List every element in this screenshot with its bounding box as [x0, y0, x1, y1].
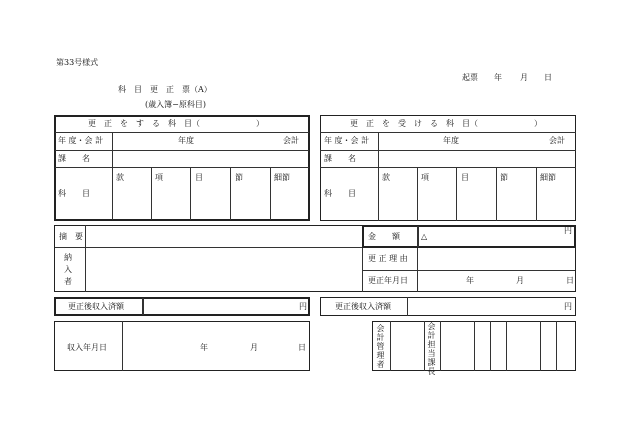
target-subject-label: 科 目 — [324, 189, 356, 198]
target-year-label: 年 度・会 計 — [324, 136, 370, 145]
source-nendo-label: 年度 — [178, 136, 194, 145]
stamp-label-accounting-manager: 会計管理者 — [376, 324, 385, 369]
source-year-label: 年 度・会 計 — [58, 136, 104, 145]
receipt-date-label: 収入年月日 — [67, 343, 107, 352]
target-col-setsu: 節 — [500, 173, 508, 182]
source-kaikei-label: 会計 — [283, 136, 299, 145]
amount-unit: 円 — [564, 226, 572, 235]
amount-sign: △ — [421, 232, 428, 241]
source-col-saisetsu: 細節 — [274, 173, 290, 182]
source-col-setsu: 節 — [235, 173, 243, 182]
source-col-moku: 目 — [195, 173, 203, 182]
form-subtitle: (歳入簿−原科目) — [145, 100, 206, 109]
issue-date-month: 月 — [520, 73, 528, 82]
target-dept-label: 課 名 — [324, 154, 356, 163]
source-received-unit: 円 — [299, 302, 307, 311]
correction-date-day: 日 — [566, 276, 574, 285]
target-received-label: 更正後収入済額 — [335, 302, 391, 311]
target-subject-header: 更 正 を 受 け る 科 目（ ） — [350, 119, 542, 128]
source-subject-table — [54, 115, 310, 221]
stamp-label-accounting-section-chief: 会計担当課長 — [427, 322, 436, 376]
receipt-date-day: 日 — [298, 343, 306, 352]
target-col-kou: 項 — [421, 173, 429, 182]
target-subject-table — [320, 115, 576, 221]
source-subject-label: 科 目 — [58, 189, 90, 198]
target-col-kan: 款 — [382, 173, 390, 182]
form-number: 第33号様式 — [56, 58, 99, 67]
target-col-saisetsu: 細節 — [540, 173, 556, 182]
amount-label: 金 額 — [368, 232, 400, 241]
source-subject-header: 更 正 を す る 科 目（ ） — [88, 119, 264, 128]
target-col-moku: 目 — [461, 173, 469, 182]
source-col-kan: 款 — [116, 173, 124, 182]
form-title: 科 目 更 正 票（A） — [118, 85, 212, 94]
payer-label: 納 入 者 — [64, 253, 72, 286]
reason-label: 更 正 理 由 — [368, 254, 408, 263]
target-nendo-label: 年度 — [443, 136, 459, 145]
source-received-label: 更正後収入済額 — [68, 302, 124, 311]
correction-date-month: 月 — [516, 276, 524, 285]
summary-label: 摘 要 — [59, 232, 83, 241]
source-dept-label: 課 名 — [58, 154, 90, 163]
target-kaikei-label: 会計 — [549, 136, 565, 145]
receipt-date-month: 月 — [250, 343, 258, 352]
source-col-kou: 項 — [155, 173, 163, 182]
receipt-date-year: 年 — [200, 343, 208, 352]
correction-date-label: 更正年月日 — [368, 276, 408, 285]
correction-date-year: 年 — [466, 276, 474, 285]
issue-date-day: 日 — [544, 73, 552, 82]
target-received-unit: 円 — [564, 302, 572, 311]
issue-date-label: 起票 — [462, 73, 478, 82]
issue-date-year: 年 — [494, 73, 502, 82]
